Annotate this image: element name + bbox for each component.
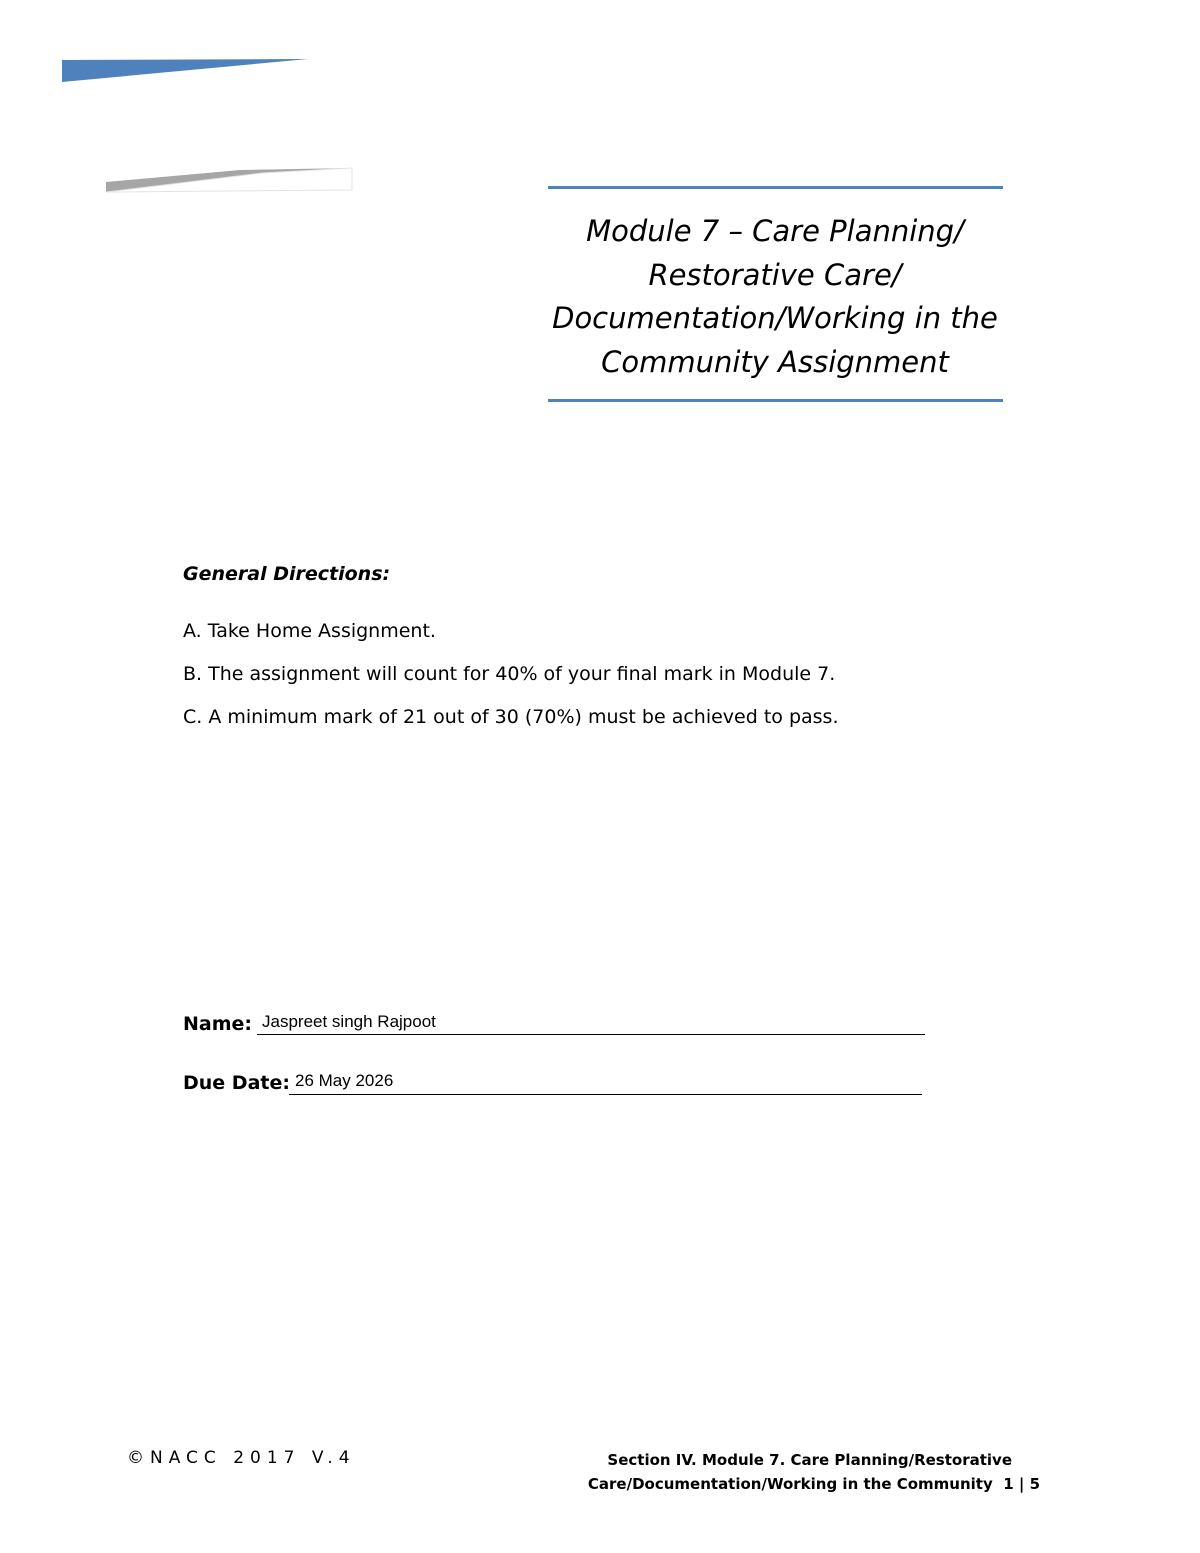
title-line-4: Community Assignment: [601, 344, 949, 379]
page-number: 1 | 5: [1003, 1475, 1040, 1493]
footer-section: [560, 1448, 1040, 1496]
direction-item-b: B. The assignment will count for 40% of your final mark in Module 7.: [183, 663, 836, 685]
footer-section-text: Care/Documentation/Working in the Community: [587, 1475, 993, 1493]
footer-section-line-2: [560, 1472, 1040, 1496]
footer-copyright: ©NACC 2017 V.4: [127, 1448, 356, 1468]
footer-section-line-1: Section IV. Module 7. Care Planning/Restorative: [607, 1451, 1012, 1469]
due-date-field[interactable]: 26 May 2026: [295, 1071, 394, 1090]
direction-item-a: A. Take Home Assignment.: [183, 620, 436, 642]
due-date-field-underline: [289, 1094, 922, 1095]
direction-item-c: C. A minimum mark of 21 out of 30 (70%) must be achieved to pass.: [183, 706, 839, 728]
title-line-1: Module 7 – Care Planning/: [586, 214, 964, 248]
due-date-label: Due Date:: [183, 1072, 290, 1094]
document-title: [540, 210, 1010, 384]
title-rule-top: [548, 186, 1003, 189]
title-line-2: Restorative Care/: [648, 257, 902, 292]
title-line-3: Documentation/Working in the: [552, 301, 998, 335]
directions-heading: General Directions:: [183, 563, 391, 585]
title-rule-bottom: [548, 399, 1003, 402]
header-decoration-shapes: [0, 0, 400, 200]
name-field[interactable]: Jaspreet singh Rajpoot: [262, 1012, 436, 1031]
name-field-underline: [257, 1034, 925, 1035]
blue-wedge-shape: [62, 59, 308, 82]
name-label: Name:: [183, 1013, 253, 1035]
